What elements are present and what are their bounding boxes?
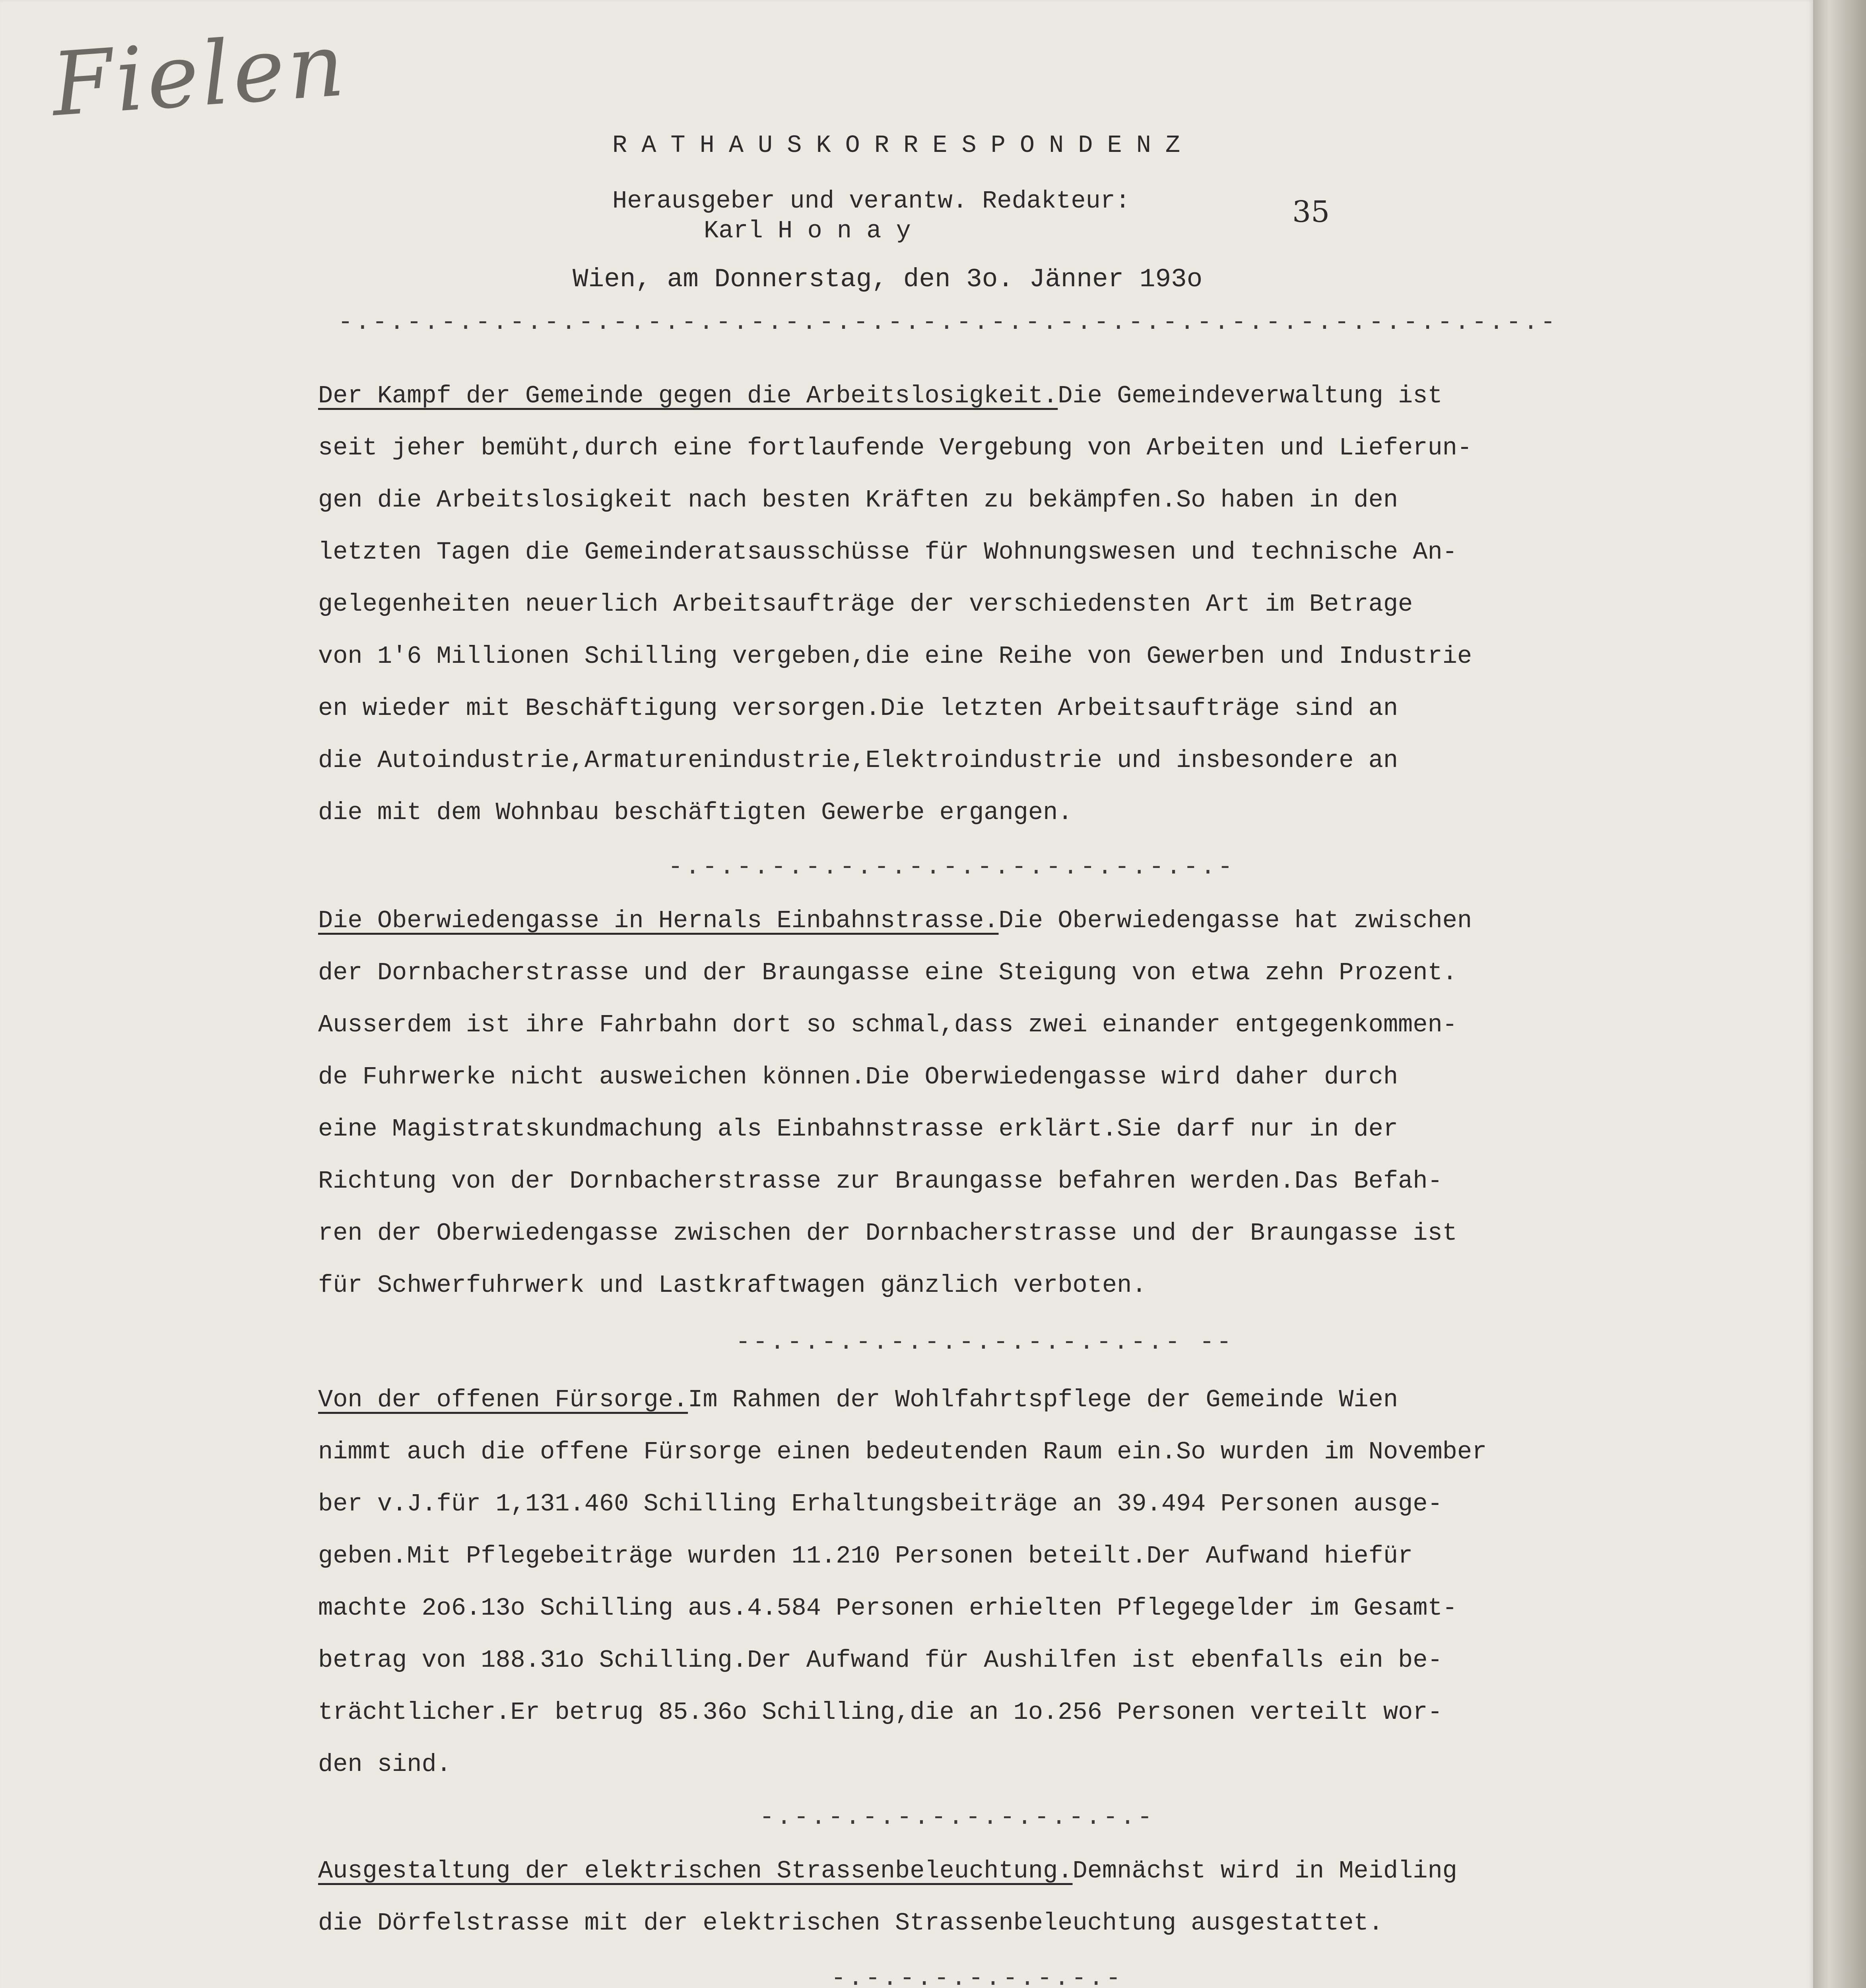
article-line: seit jeher bemüht,durch eine fortlaufende Vergebung von Arbeiten und Lieferun- bbox=[318, 434, 1472, 462]
article-line: ren der Oberwiedengasse zwischen der Dornbacherstrasse und der Braungasse ist bbox=[318, 1219, 1457, 1247]
article-line: trächtlicher.Er betrug 85.36o Schilling,die an 1o.256 Personen verteilt wor- bbox=[318, 1698, 1443, 1726]
handwritten-annotation: Fielen bbox=[48, 14, 351, 136]
article-first-line: Die Oberwiedengasse in Hernals Einbahnstrasse.Die Oberwiedengasse hat zwischen bbox=[318, 907, 1472, 935]
article-line: die Autoindustrie,Armaturenindustrie,Elektroindustrie und insbesondere an bbox=[318, 746, 1398, 775]
page-edge bbox=[1813, 0, 1866, 1988]
article-line: geben.Mit Pflegebeiträge wurden 11.210 Personen beteilt.Der Aufwand hiefür bbox=[318, 1542, 1413, 1570]
article-line: gelegenheiten neuerlich Arbeitsaufträge der verschiedensten Art im Betrage bbox=[318, 590, 1413, 618]
article-line: en wieder mit Beschäftigung versorgen.Die letzten Arbeitsaufträge sind an bbox=[318, 694, 1398, 722]
separator-2: --.-.-.-.-.-.-.-.-.-.-.-.- -- bbox=[736, 1328, 1234, 1356]
article-line: de Fuhrwerke nicht ausweichen können.Die Oberwiedengasse wird daher durch bbox=[318, 1063, 1398, 1091]
article-strassenbeleuchtung bbox=[318, 1845, 1590, 1949]
article-heading: Von der offenen Fürsorge. bbox=[318, 1386, 688, 1414]
article-arbeitslosigkeit bbox=[318, 370, 1590, 839]
date-line: Wien, am Donnerstag, den 3o. Jänner 193o bbox=[573, 264, 1203, 294]
article-line: der Dornbacherstrasse und der Braungasse eine Steigung von etwa zehn Prozent. bbox=[318, 959, 1457, 987]
article-oberwiedengasse bbox=[318, 895, 1590, 1311]
article-line: Ausserdem ist ihre Fahrbahn dort so schmal,dass zwei einander entgegenkommen- bbox=[318, 1011, 1457, 1039]
article-first-line: Der Kampf der Gemeinde gegen die Arbeitslosigkeit.Die Gemeindeverwaltung ist bbox=[318, 382, 1443, 410]
page-number: 35 bbox=[1292, 195, 1330, 229]
article-line: von 1'6 Millionen Schilling vergeben,die eine Reihe von Gewerben und Industrie bbox=[318, 642, 1472, 670]
article-fuersorge bbox=[318, 1374, 1590, 1790]
article-first-line: Von der offenen Fürsorge.Im Rahmen der Wohlfahrtspflege der Gemeinde Wien bbox=[318, 1386, 1398, 1414]
article-line: machte 2o6.13o Schilling aus.4.584 Personen erhielten Pflegegelder im Gesamt- bbox=[318, 1594, 1457, 1622]
separator-1: -.-.-.-.-.-.-.-.-.-.-.-.-.-.-.-.- bbox=[668, 853, 1235, 881]
separator-4: -.-.-.-.-.-.-.-.- bbox=[831, 1964, 1123, 1988]
article-line: eine Magistratskundmachung als Einbahnstrasse erklärt.Sie darf nur in der bbox=[318, 1115, 1398, 1143]
article-line: Richtung von der Dornbacherstrasse zur Braungasse befahren werden.Das Befah- bbox=[318, 1167, 1443, 1195]
article-line: letzten Tagen die Gemeinderatsausschüsse für Wohnungswesen und technische An- bbox=[318, 538, 1457, 566]
editor-name: Karl H o n a y bbox=[704, 217, 911, 245]
article-line: nimmt auch die offene Fürsorge einen bedeutenden Raum ein.So wurden im November bbox=[318, 1438, 1487, 1466]
article-line: betrag von 188.31o Schilling.Der Aufwand für Aushilfen ist ebenfalls ein be- bbox=[318, 1646, 1443, 1674]
article-line: den sind. bbox=[318, 1750, 451, 1778]
separator-3: -.-.-.-.-.-.-.-.-.-.-.- bbox=[759, 1803, 1155, 1831]
article-first-line: Ausgestaltung der elektrischen Strassenbeleuchtung.Demnächst wird in Meidling bbox=[318, 1857, 1457, 1885]
article-heading: Der Kampf der Gemeinde gegen die Arbeitslosigkeit. bbox=[318, 382, 1058, 410]
article-line: die Dörfelstrasse mit der elektrischen Strassenbeleuchtung ausgestattet. bbox=[318, 1909, 1383, 1937]
publication-title: RATHAUSKORRESPONDENZ bbox=[612, 131, 1195, 159]
article-line: gen die Arbeitslosigkeit nach besten Kräften zu bekämpfen.So haben in den bbox=[318, 486, 1398, 514]
article-line: die mit dem Wohnbau beschäftigten Gewerbe ergangen. bbox=[318, 798, 1073, 827]
article-line: ber v.J.für 1,131.460 Schilling Erhaltungsbeiträge an 39.494 Personen ausge- bbox=[318, 1490, 1443, 1518]
article-line: für Schwerfuhrwerk und Lastkraftwagen gänzlich verboten. bbox=[318, 1271, 1147, 1299]
separator-top: -.-.-.-.-.-.-.-.-.-.-.-.-.-.-.-.-.-.-.-.-.-.-.-.-.-.-.-.-.-.-.-.-.-.-.- bbox=[338, 308, 1558, 336]
article-heading: Ausgestaltung der elektrischen Strassenbeleuchtung. bbox=[318, 1857, 1073, 1885]
editor-line: Herausgeber und verantw. Redakteur: bbox=[612, 187, 1130, 215]
article-heading: Die Oberwiedengasse in Hernals Einbahnstrasse. bbox=[318, 907, 999, 935]
